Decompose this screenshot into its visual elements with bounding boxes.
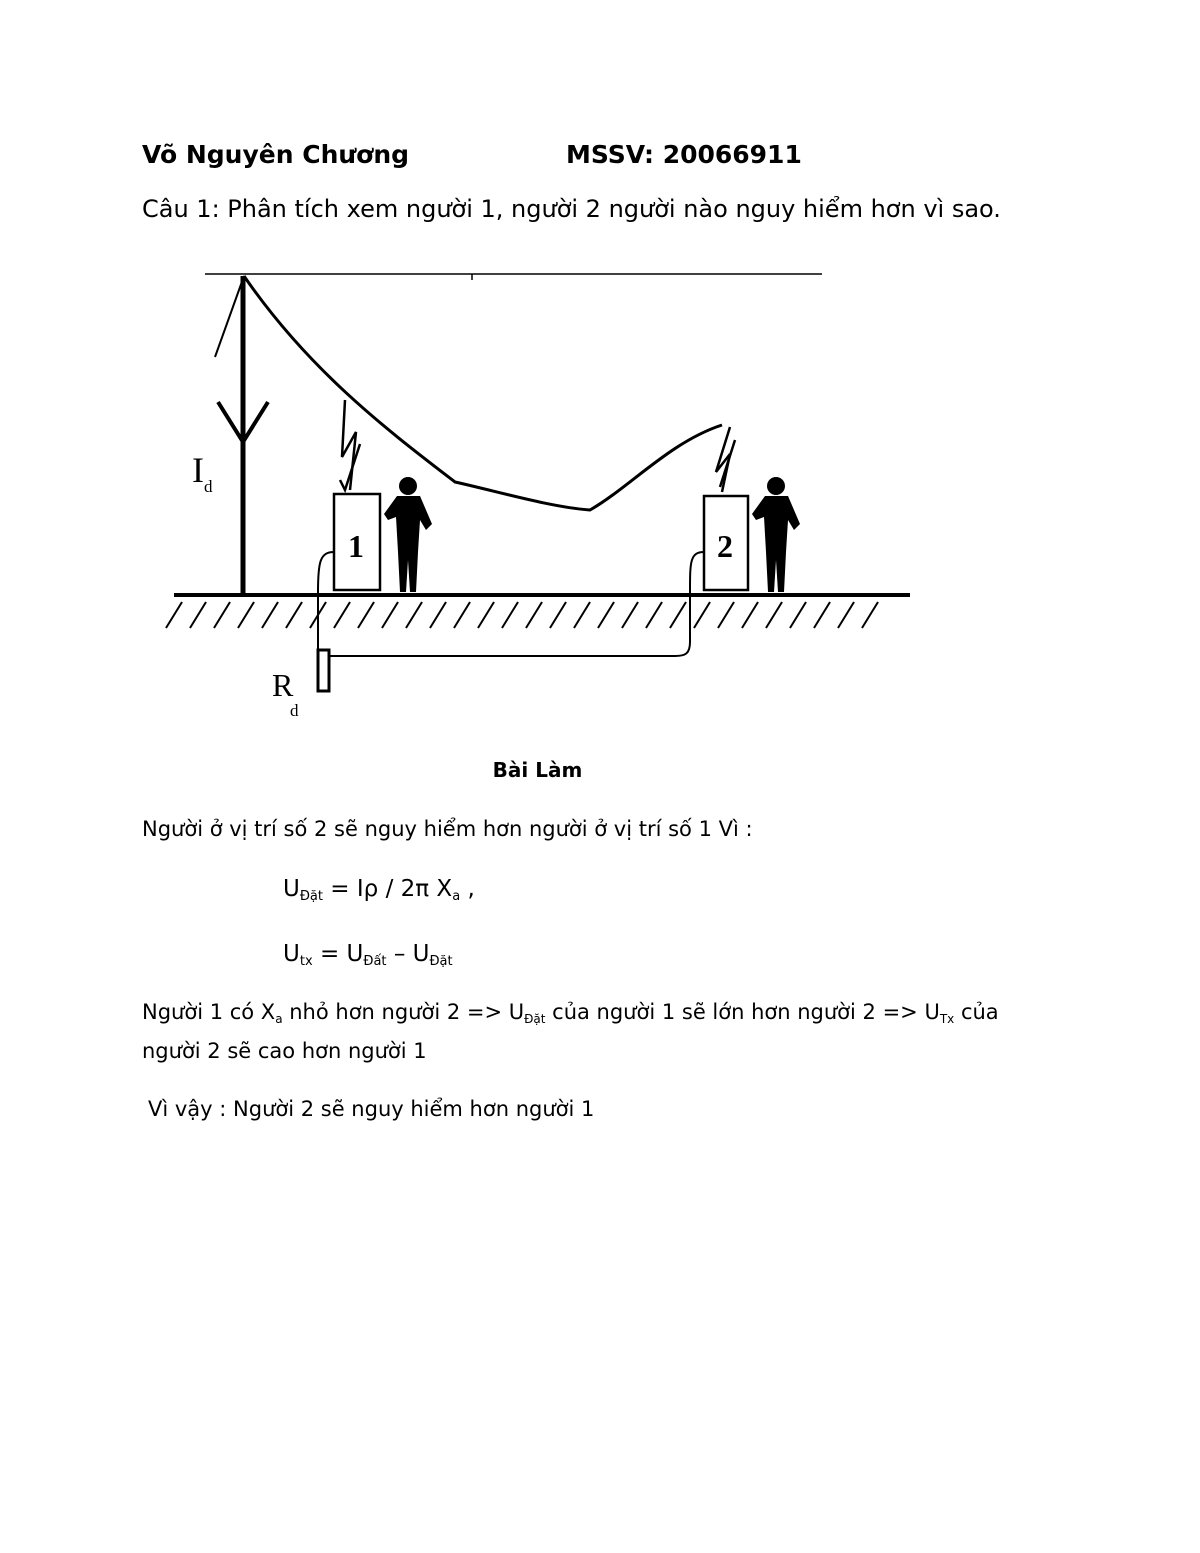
resistance-label: R bbox=[272, 667, 294, 703]
comparison-line-1: Người 1 có Xa nhỏ hơn người 2 => UĐặt của người 1 sẽ lớn hơn người 2 => UTx của bbox=[142, 1000, 999, 1026]
formula-2: $U_{tx} = U_{Đất} - U_{Đặt}$ bbox=[283, 941, 453, 969]
ground-rod bbox=[318, 650, 329, 691]
person-2 bbox=[752, 477, 800, 592]
current-label: I bbox=[192, 450, 204, 490]
potential-curve bbox=[244, 276, 722, 510]
answer-title: Bài Làm bbox=[492, 758, 583, 782]
grounding-diagram bbox=[160, 262, 920, 732]
box-2-label: 2 bbox=[717, 528, 733, 564]
author-name: Võ Nguyên Chương bbox=[142, 140, 410, 169]
conclusion: Vì vậy : Người 2 sẽ nguy hiểm hơn người 1 bbox=[148, 1097, 595, 1121]
formula-1: $U_{Đặt} = I\rho / 2\pi$ $X_a$ , bbox=[283, 876, 475, 904]
current-sub: d bbox=[204, 477, 213, 496]
person-1 bbox=[384, 477, 432, 592]
student-id: MSSV: 20066911 bbox=[566, 140, 802, 169]
question-text: Câu 1: Phân tích xem người 1, người 2 người nào nguy hiểm hơn vì sao. bbox=[142, 195, 1001, 223]
resistance-sub: d bbox=[290, 701, 299, 720]
answer-intro: Người ở vị trí số 2 sẽ nguy hiểm hơn người ở vị trí số 1 Vì : bbox=[142, 817, 753, 841]
comparison-line-2: người 2 sẽ cao hơn người 1 bbox=[142, 1039, 427, 1063]
box-1-label: 1 bbox=[348, 528, 364, 564]
ground-hatching bbox=[166, 602, 878, 628]
